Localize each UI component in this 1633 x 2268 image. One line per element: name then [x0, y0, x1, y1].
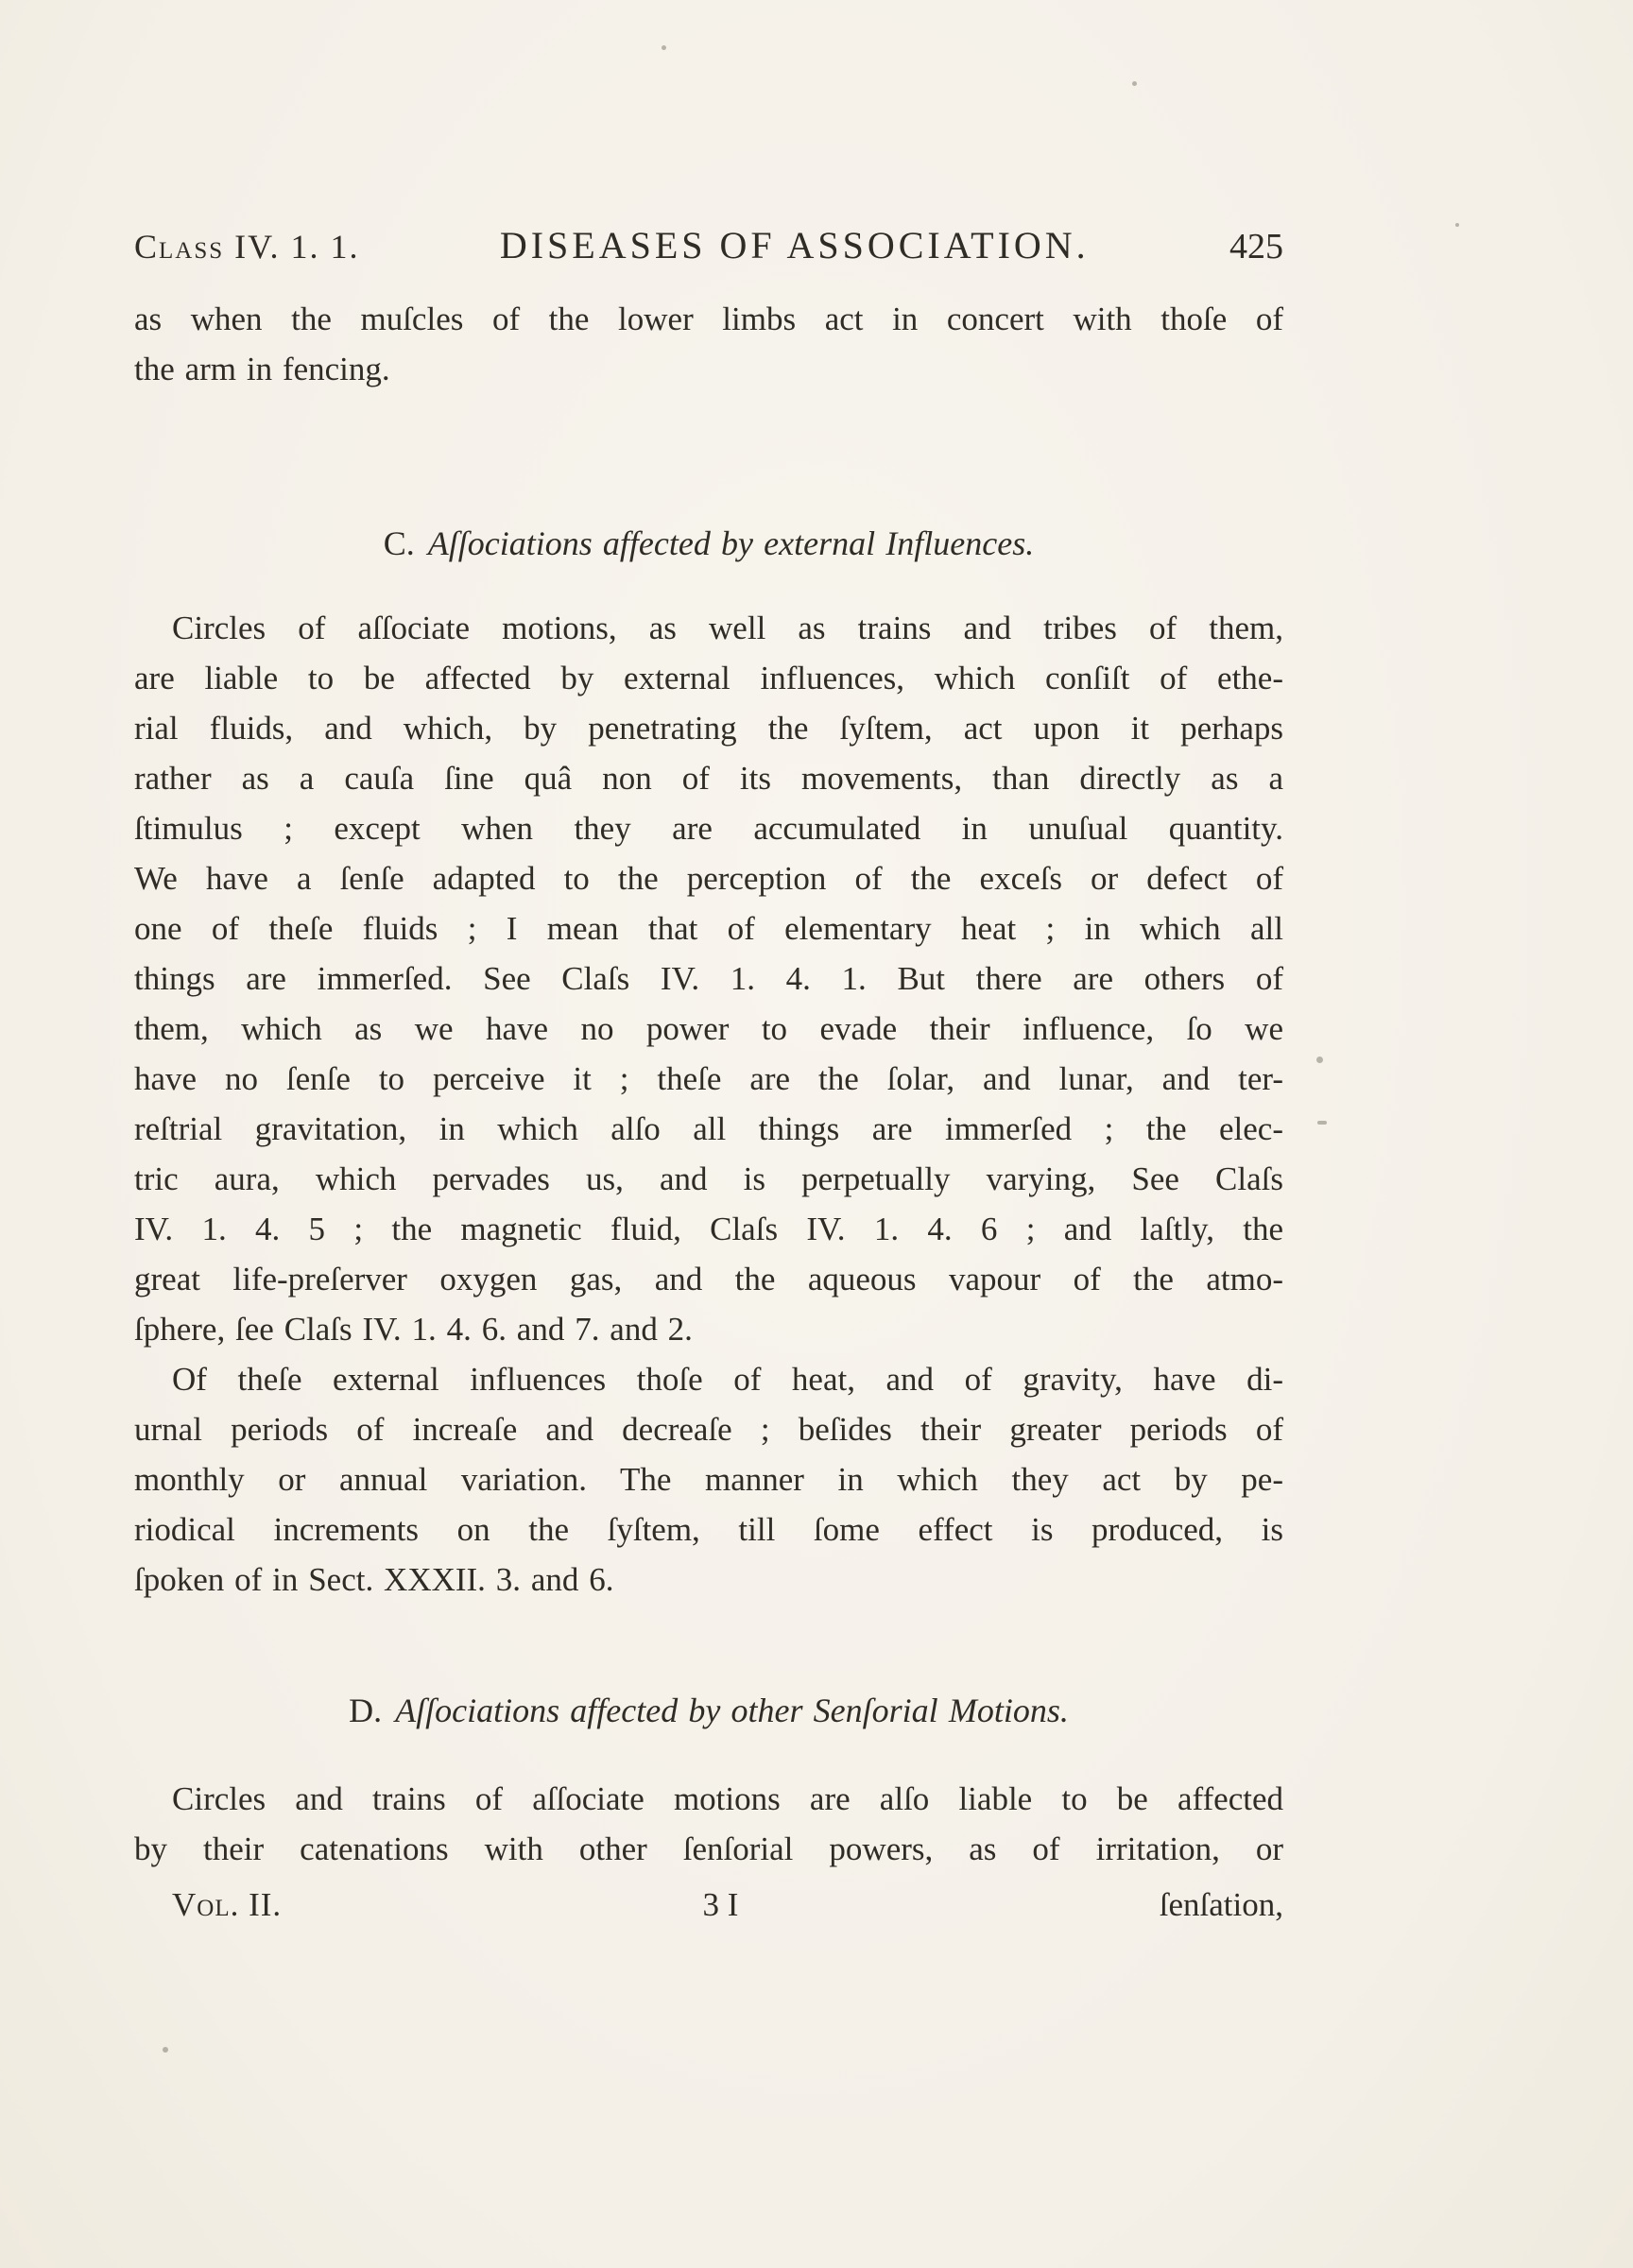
- text-line: monthly or annual variation. The manner in which they act by pe-: [134, 1461, 1283, 1498]
- text-line: tric aura, which pervades us, and is perpetually varying, See Claſs: [134, 1160, 1283, 1197]
- section-label-c: C.: [383, 524, 415, 562]
- scan-speck: [163, 2047, 168, 2053]
- text-line: are liable to be affected by external influences, which conſiſt of ethe-: [134, 660, 1283, 696]
- page-header: [134, 223, 1283, 267]
- text-line: as when the muſcles of the lower limbs act in concert with thoſe of: [134, 301, 1283, 337]
- text-line: ſtimulus ; except when they are accumulated in unuſual quantity.: [134, 810, 1283, 847]
- text-line: ſphere, ſee Claſs IV. 1. 4. 6. and 7. and 2.: [134, 1311, 693, 1348]
- scan-speck: [1317, 1121, 1327, 1125]
- scan-speck: [1132, 81, 1137, 86]
- text-line: riodical increments on the ſyſtem, till ſome effect is produced, is: [134, 1511, 1283, 1548]
- volume-label: Vol. II.: [172, 1886, 283, 1923]
- catchword: ſenſation,: [1159, 1886, 1283, 1923]
- paragraph-sensorial-motions: [134, 1774, 1283, 1874]
- section-title-c: Aſſociations affected by external Influences.: [427, 524, 1035, 562]
- text-line: by their catenations with other ſenſorial powers, as of irritation, or: [134, 1830, 1283, 1867]
- paragraph-continuation: [134, 294, 1283, 394]
- text-line: We have a ſenſe adapted to the perception of the exceſs or defect of: [134, 860, 1283, 897]
- text-line: reſtrial gravitation, in which alſo all things are immerſed ; the elec-: [134, 1110, 1283, 1147]
- text-line: one of theſe fluids ; I mean that of elementary heat ; in which all: [134, 910, 1283, 947]
- text-line: great life-preſerver oxygen gas, and the aqueous vapour of the atmo-: [134, 1261, 1283, 1297]
- class-label: Class IV. 1. 1.: [134, 228, 360, 266]
- text-line: them, which as we have no power to evade their influence, ſo we: [134, 1010, 1283, 1047]
- text-line: ſpoken of in Sect. XXXII. 3. and 6.: [134, 1561, 614, 1598]
- text-line: Of theſe external influences thoſe of heat, and of gravity, have di-: [172, 1361, 1283, 1398]
- text-line: rial fluids, and which, by penetrating the ſyſtem, act upon it perhaps: [134, 710, 1283, 747]
- section-title-d: Aſſociations affected by other Senſorial Motions.: [395, 1692, 1069, 1729]
- text-line: have no ſenſe to perceive it ; theſe are the ſolar, and lunar, and ter-: [134, 1060, 1283, 1097]
- scan-speck: [662, 45, 666, 50]
- gathering-signature: 3 I: [702, 1886, 739, 1923]
- running-title: DISEASES OF ASSOCIATION.: [499, 224, 1090, 266]
- signature-line: [134, 1880, 1283, 1930]
- paragraph-diurnal-periods: [134, 1354, 1283, 1605]
- paragraph-external-influences: [134, 603, 1283, 1354]
- section-heading-c: [134, 519, 1283, 569]
- text-line: IV. 1. 4. 5 ; the magnetic fluid, Claſs IV. 1. 4. 6 ; and laſtly, the: [134, 1211, 1283, 1247]
- text-line: Circles of aſſociate motions, as well as trains and tribes of them,: [172, 610, 1283, 646]
- section-heading-d: [134, 1686, 1283, 1736]
- section-label-d: D.: [349, 1692, 383, 1729]
- text-line: the arm in fencing.: [134, 351, 390, 387]
- scan-speck: [1455, 223, 1459, 227]
- text-block: [134, 223, 1283, 1930]
- text-line: things are immerſed. See Claſs IV. 1. 4. 1. But there are others of: [134, 960, 1283, 997]
- text-line: rather as a cauſa ſine quâ non of its movements, than directly as a: [134, 760, 1283, 797]
- text-line: Circles and trains of aſſociate motions are alſo liable to be affected: [172, 1780, 1283, 1817]
- page-number: 425: [1229, 227, 1283, 266]
- text-line: urnal periods of increaſe and decreaſe ; beſides their greater periods of: [134, 1411, 1283, 1448]
- scan-speck: [1316, 1057, 1323, 1063]
